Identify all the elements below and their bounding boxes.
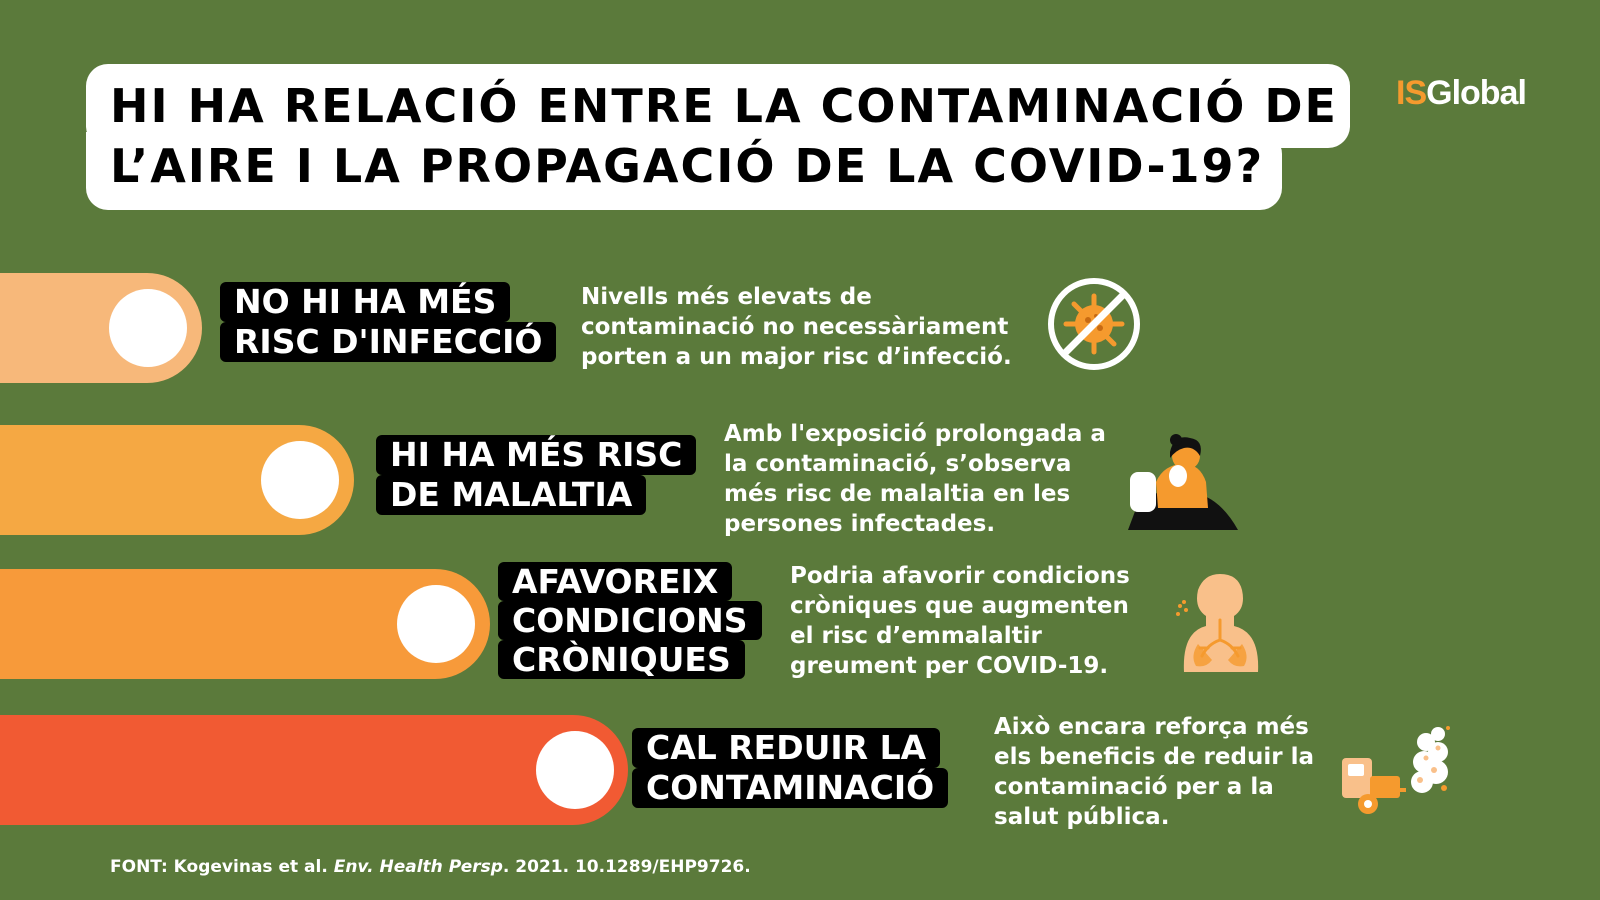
no-virus-icon (1046, 276, 1142, 372)
isglobal-logo: ISGlobal (1396, 74, 1526, 112)
bar-4 (0, 715, 628, 825)
exhaust-truck-icon (1340, 722, 1450, 818)
bar-2-dot (261, 441, 339, 519)
desc-disease-risk: Amb l'exposició prolongada a la contaminació, s’observa més risc de malaltia en les persones infectades. (724, 421, 1106, 537)
bar-1-dot (109, 289, 187, 367)
sick-person-icon (1128, 430, 1238, 530)
desc-reduce-pollution: Això encara reforça més els beneficis de reduir la contaminació per a la salut pública. (994, 714, 1314, 830)
source-citation: FONT: Kogevinas et al. Env. Health Persp. 2021. 10.1289/EHP9726. (110, 857, 751, 877)
label-reduce-pollution: CAL REDUIR LA CONTAMINACIÓ (632, 728, 948, 808)
label-no-risk: NO HI HA MÉS RISC D'INFECCIÓ (220, 282, 556, 362)
label-chronic-conditions: AFAVOREIX CONDICIONS CRÒNIQUES (498, 562, 762, 679)
bar-4-dot (536, 731, 614, 809)
desc-chronic-conditions: Podria afavorir condicions cròniques que augmenten el risc d’emmalaltir greument per COVID-19. (790, 563, 1130, 679)
title-line-1: HI HA RELACIÓ ENTRE LA CONTAMINACIÓ DE (110, 79, 1338, 133)
desc-no-risk: Nivells més elevats de contaminació no necessàriament porten a un major risc d’infecció. (581, 284, 1012, 370)
label-disease-risk: HI HA MÉS RISC DE MALALTIA (376, 435, 696, 515)
title-line-2: L’AIRE I LA PROPAGACIÓ DE LA COVID-19? (110, 139, 1265, 193)
bar-3-dot (397, 585, 475, 663)
lungs-icon (1176, 572, 1266, 672)
